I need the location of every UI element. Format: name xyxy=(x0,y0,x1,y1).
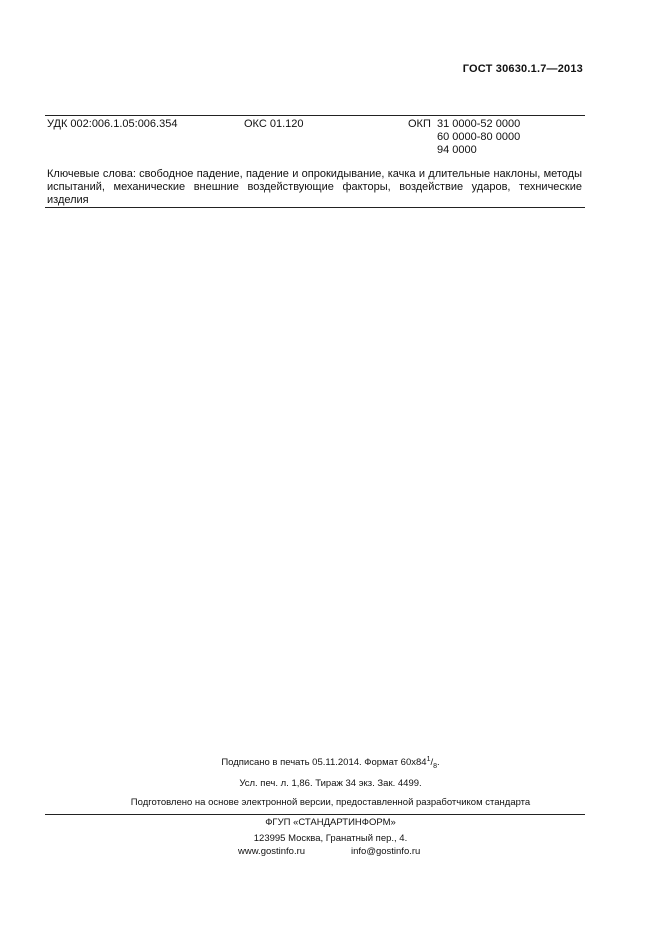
format-fraction-separator: / xyxy=(430,757,434,768)
okp-label: ОКП xyxy=(408,118,431,130)
okp-code-1: 31 0000-52 0000 xyxy=(437,118,521,130)
publisher-name: ФГУП «СТАНДАРТИНФОРМ» xyxy=(265,817,396,828)
top-divider xyxy=(45,115,585,116)
email-link[interactable]: info@gostinfo.ru xyxy=(351,846,421,857)
okp-code-3: 94 0000 xyxy=(437,144,477,156)
website-link[interactable]: www.gostinfo.ru xyxy=(238,846,306,857)
udk-code: УДК 002:006.1.05:006.354 xyxy=(47,118,178,130)
signed-suffix: . xyxy=(437,757,440,768)
format-fraction-numerator: 1 xyxy=(426,755,431,763)
format-fraction-denominator: 8 xyxy=(433,762,438,770)
keywords-paragraph: Ключевые слова: свободное падение, падение и опрокидывание, качка и длительные наклоны, методы испытаний, механические внешние воздействующие факторы, воздействие ударов, технические изделия xyxy=(47,168,582,206)
standard-number: ГОСТ 30630.1.7—2013 xyxy=(462,63,583,75)
okp-code-2: 60 0000-80 0000 xyxy=(437,131,521,143)
signed-to-print xyxy=(0,757,661,768)
prepared-note: Подготовлено на основе электронной версии, предоставленной разработчиком стандарта xyxy=(130,797,531,808)
imprint-divider xyxy=(45,814,585,815)
okp-codes xyxy=(437,118,520,157)
print-info: Усл. печ. л. 1,86. Тираж 34 экз. Зак. 4499. xyxy=(239,778,422,789)
oks-code: ОКС 01.120 xyxy=(244,118,304,130)
publisher-address: 123995 Москва, Гранатный пер., 4. xyxy=(253,833,408,844)
keywords-divider xyxy=(45,207,585,208)
signed-text: Подписано в печать 05.11.2014. Формат 60х84 xyxy=(221,757,427,768)
